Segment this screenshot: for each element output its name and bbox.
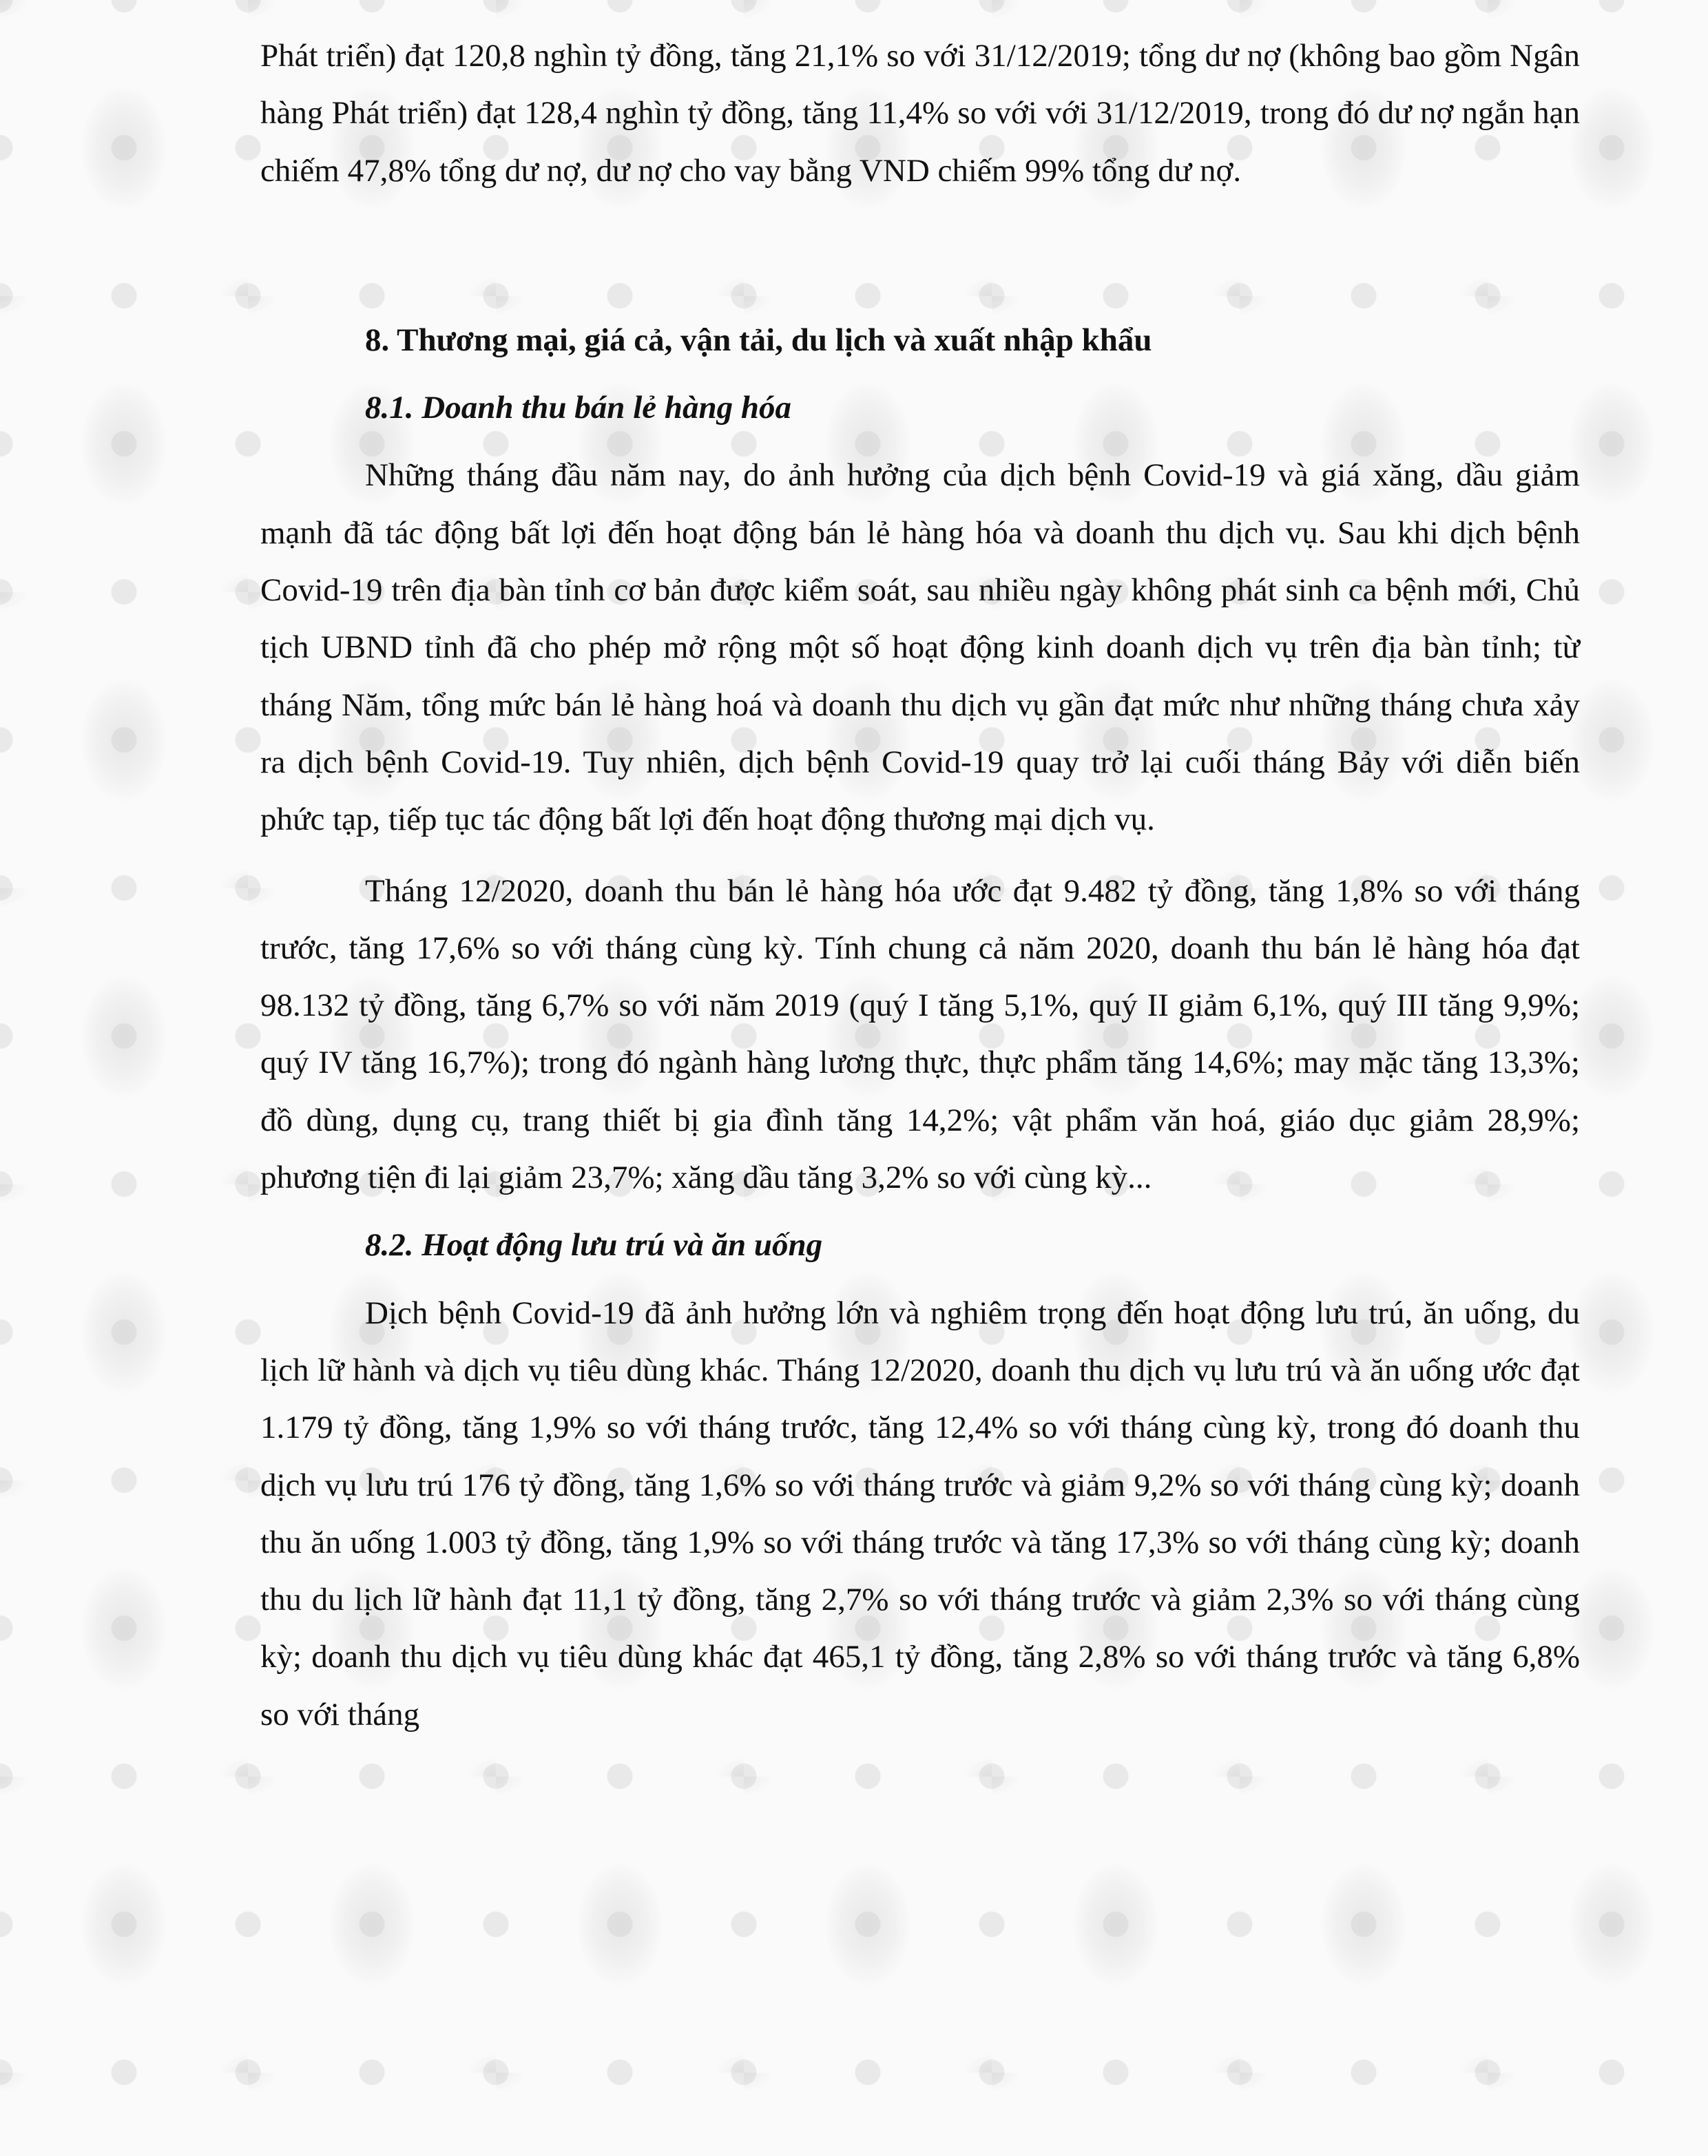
section-8-2-heading: 8.2. Hoạt động lưu trú và ăn uống [365, 1227, 823, 1264]
section-8-1-paragraph-2: Tháng 12/2020, doanh thu bán lẻ hàng hóa ước đạt 9.482 tỷ đồng, tăng 1,8% so với tháng trước, tăng 17,6% so với tháng cùng kỳ. Tính chung cả năm 2020, doanh thu bán lẻ hàng hóa đạt 98.132 tỷ đồng, tăng 6,7% so với năm 2019 (quý I tăng 5,1%, quý II giảm 6,1%, quý III tăng 9,9%; quý IV tăng 16,7%); trong đó ngành hàng lương thực, thực phẩm tăng 14,6%; may mặc tăng 13,3%; đồ dùng, dụng cụ, trang thiết bị gia đình tăng 14,2%; vật phẩm văn hoá, giáo dục giảm 28,9%; phương tiện đi lại giảm 23,7%; xăng dầu tăng 3,2% so với cùng kỳ... [260, 872, 1580, 1196]
section-8-1-paragraph-1: Những tháng đầu năm nay, do ảnh hưởng của dịch bệnh Covid-19 và giá xăng, dầu giảm mạnh đã tác động bất lợi đến hoạt động bán lẻ hàng hóa và doanh thu dịch vụ. Sau khi dịch bệnh Covid-19 trên địa bàn tỉnh cơ bản được kiểm soát, sau nhiều ngày không phát sinh ca bệnh mới, Chủ tịch UBND tỉnh đã cho phép mở rộng một số hoạt động kinh doanh dịch vụ trên địa bàn tỉnh; từ tháng Năm, tổng mức bán lẻ hàng hoá và doanh thu dịch vụ gần đạt mức như những tháng chưa xảy ra dịch bệnh Covid-19. Tuy nhiên, dịch bệnh Covid-19 quay trở lại cuối tháng Bảy với diễn biến phức tạp, tiếp tục tác động bất lợi đến hoạt động thương mại dịch vụ. [260, 457, 1580, 838]
page-content [260, 28, 1580, 1744]
intro-paragraph: Phát triển) đạt 120,8 nghìn tỷ đồng, tăng 21,1% so với 31/12/2019; tổng dư nợ (không bao gồm Ngân hàng Phát triển) đạt 128,4 nghìn tỷ đồng, tăng 11,4% so với với 31/12/2019, trong đó dư nợ ngắn hạn chiếm 47,8% tổng dư nợ, dư nợ cho vay bằng VND chiếm 99% tổng dư nợ. [260, 38, 1580, 189]
section-8-2-paragraph-1: Dịch bệnh Covid-19 đã ảnh hưởng lớn và nghiêm trọng đến hoạt động lưu trú, ăn uống, du lịch lữ hành và dịch vụ tiêu dùng khác. Tháng 12/2020, doanh thu dịch vụ lưu trú và ăn uống ước đạt 1.179 tỷ đồng, tăng 1,9% so với tháng trước, tăng 12,4% so với tháng cùng kỳ, trong đó doanh thu dịch vụ lưu trú 176 tỷ đồng, tăng 1,6% so với tháng trước và giảm 9,2% so với tháng cùng kỳ; doanh thu ăn uống 1.003 tỷ đồng, tăng 1,9% so với tháng trước và tăng 17,3% so với tháng cùng kỳ; doanh thu du lịch lữ hành đạt 11,1 tỷ đồng, tăng 2,7% so với tháng trước và giảm 2,3% so với tháng cùng kỳ; doanh thu dịch vụ tiêu dùng khác đạt 465,1 tỷ đồng, tăng 2,8% so với tháng trước và tăng 6,8% so với tháng [260, 1295, 1580, 1733]
section-8-heading: 8. Thương mại, giá cả, vận tải, du lịch và xuất nhập khẩu [365, 322, 1152, 358]
section-8-1-heading: 8.1. Doanh thu bán lẻ hàng hóa [365, 390, 792, 426]
